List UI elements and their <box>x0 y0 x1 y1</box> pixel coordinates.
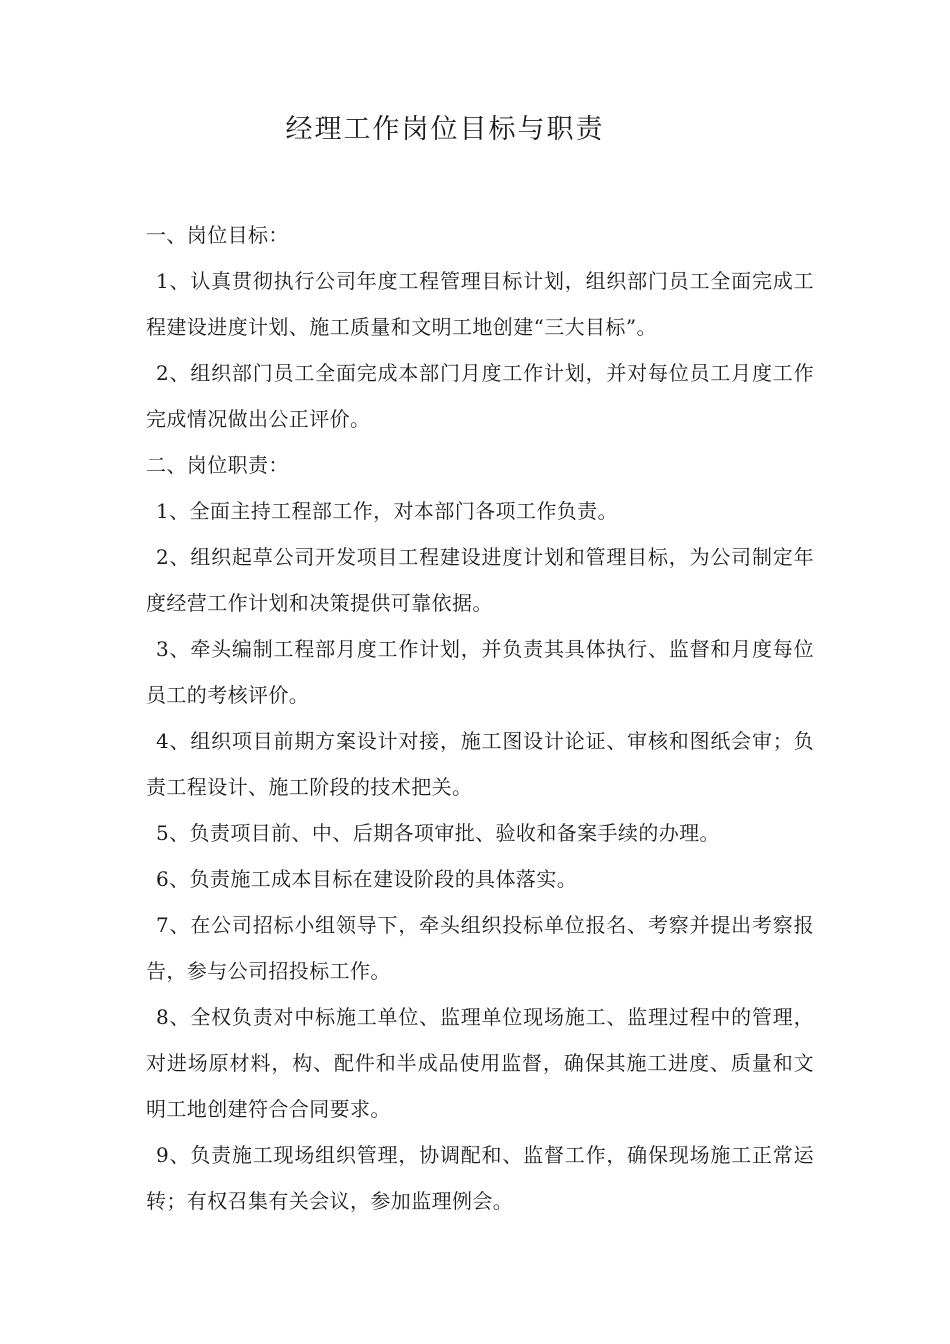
duty-item: 7、在公司招标小组领导下，牵头组织投标单位报名、考察并提出考察报告，参与公司招投标工作。 <box>146 913 814 983</box>
document-body <box>146 212 814 1224</box>
duty-item: 2、组织起草公司开发项目工程建设进度计划和管理目标，为公司制定年度经营工作计划和决策提供可靠依据。 <box>146 545 814 615</box>
document-title: 经理工作岗位目标与职责 <box>285 114 605 145</box>
duty-item: 8、全权负责对中标施工单位、监理单位现场施工、监理过程中的管理，对进场原材料，构、配件和半成品使用监督，确保其施工进度、质量和文明工地创建符合合同要求。 <box>146 1005 814 1121</box>
duty-item: 6、负责施工成本目标在建设阶段的具体落实。 <box>156 867 578 891</box>
duty-item: 4、组织项目前期方案设计对接，施工图设计论证、审核和图纸会审；负责工程设计、施工阶段的技术把关。 <box>146 729 814 799</box>
section-heading-goals: 一、岗位目标： <box>146 223 289 247</box>
goal-item: 2、组织部门员工全面完成本部门月度工作计划，并对每位员工月度工作完成情况做出公正评价。 <box>146 361 814 431</box>
section-heading-duties: 二、岗位职责： <box>146 453 289 477</box>
goal-item: 1、认真贯彻执行公司年度工程管理目标计划，组织部门员工全面完成工程建设进度计划、施工质量和文明工地创建“三大目标”。 <box>146 269 814 339</box>
duty-item: 3、牵头编制工程部月度工作计划，并负责其具体执行、监督和月度每位员工的考核评价。 <box>146 637 814 707</box>
duty-item: 9、负责施工现场组织管理，协调配和、监督工作，确保现场施工正常运转；有权召集有关会议，参加监理例会。 <box>146 1143 814 1213</box>
duty-item: 1、全面主持工程部工作，对本部门各项工作负责。 <box>156 499 618 523</box>
duty-item: 5、负责项目前、中、后期各项审批、验收和备案手续的办理。 <box>156 821 720 845</box>
